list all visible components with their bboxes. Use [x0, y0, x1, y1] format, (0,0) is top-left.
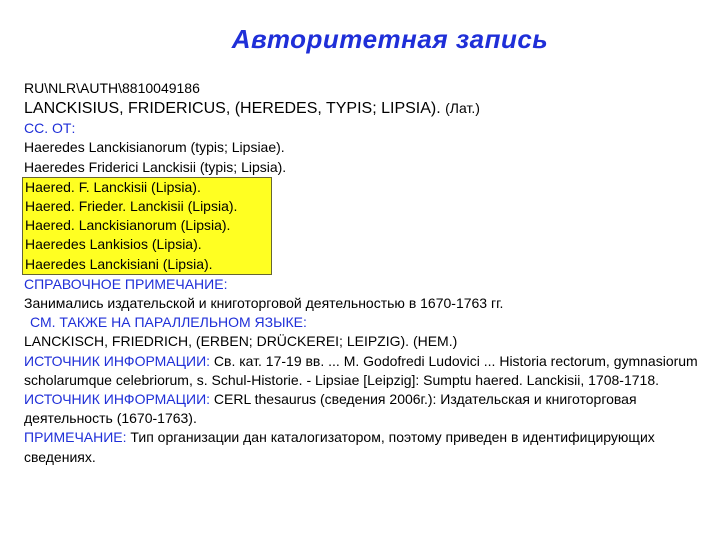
reference-note-text: Занимались издательской и книготорговой деятельностью в 1670-1763 гг. [24, 295, 504, 312]
source-label: ИСТОЧНИК ИНФОРМАЦИИ: [24, 391, 211, 408]
source-info [24, 390, 700, 428]
highlighted-variant-name: Haered. Lanckisianorum (Lipsia). [25, 217, 231, 234]
record-heading [24, 98, 700, 119]
variant-name: Haeredes Lanckisianorum (typis; Lipsiae). [24, 139, 285, 156]
source-text: CERL thesaurus (сведения 2006г.): Издательская и книготорговая деятельность (1670-1763). [24, 391, 637, 427]
note [24, 428, 700, 466]
heading-language: (Лат.) [445, 100, 480, 117]
reference-note-label: СПРАВОЧНОЕ ПРИМЕЧАНИЕ: [24, 275, 228, 292]
parallel-language-text: LANCKISCH, FRIEDRICH, (ERBEN; DRÜCKEREI; LEIPZIG). (НЕМ.) [24, 333, 458, 350]
source-text: Св. кат. 17-19 вв. ... M. Godofredi Ludovici ... Historia rectorum, gymnasiorum scholarumque celebriorum, s. Schul-Historie. - Lipsiae [Leipzig]: Sumptu haered. Lanckisii, 1708-1718. [24, 352, 698, 388]
see-from-label: СС. ОТ: [24, 120, 76, 137]
note-label: ПРИМЕЧАНИЕ: [24, 429, 127, 446]
highlighted-variant-name: Haeredes Lanckisiani (Lipsia). [25, 255, 213, 272]
highlighted-variants [22, 177, 272, 275]
heading-main: LANCKISIUS, FRIDERICUS, (HEREDES, TYPIS; LIPSIA). [24, 100, 441, 118]
highlighted-variant-name: Haered. F. Lanckisii (Lipsia). [25, 178, 201, 195]
variant-name: Haeredes Friderici Lanckisii (typis; Lipsia). [24, 158, 287, 175]
highlighted-variant-name: Haeredes Lankisios (Lipsia). [25, 236, 202, 253]
note-text: Тип организации дан каталогизатором, поэтому приведен в идентифицирующих сведениях. [24, 429, 655, 465]
source-label: ИСТОЧНИК ИНФОРМАЦИИ: [24, 352, 211, 369]
highlighted-variant-name: Haered. Frieder. Lanckisii (Lipsia). [25, 198, 238, 215]
record-id: RU\NLR\AUTH\8810049186 [24, 80, 200, 96]
parallel-language-label: СМ. ТАКЖЕ НА ПАРАЛЛЕЛЬНОМ ЯЗЫКЕ: [30, 314, 307, 331]
authority-record [24, 79, 700, 467]
source-info [24, 352, 700, 390]
page-title: Авторитетная запись [231, 24, 549, 54]
